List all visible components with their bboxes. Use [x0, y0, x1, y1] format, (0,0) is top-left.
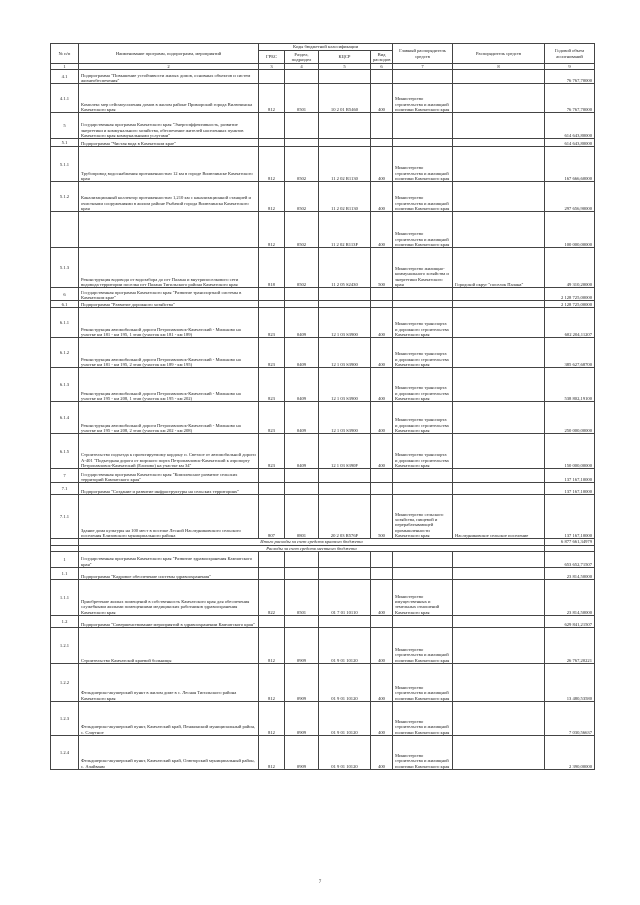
col-number: 5: [319, 64, 371, 70]
cell-kvr: 400: [371, 182, 393, 212]
cell-recipient: [453, 338, 545, 368]
cell-recipient: Городской округ "поселок Палана": [453, 248, 545, 288]
cell-amount: 629 841,21507: [545, 615, 595, 627]
cell-num: 1: [51, 551, 79, 567]
table-row: [51, 495, 595, 539]
cell-kcsr: [319, 288, 371, 301]
cell-grbs: 812: [259, 701, 285, 735]
cell-section: 0502: [285, 248, 319, 288]
cell-admin: Министерство строительства и жилищной политики Камчатского края: [393, 627, 453, 663]
cell-section: 0801: [285, 495, 319, 539]
cell-recipient: [453, 483, 545, 495]
cell-grbs: 812: [259, 84, 285, 113]
cell-recipient: [453, 368, 545, 402]
col-number: 1: [51, 64, 79, 70]
table-row: [51, 182, 595, 212]
cell-subheading: Итого расходы за счет средств краевого бюджета: [79, 539, 545, 545]
cell-kcsr: 01 9 01 10120: [319, 627, 371, 663]
cell-kcsr: 01 7 01 10110: [319, 579, 371, 615]
header-recipient: Распорядитель средств: [453, 44, 545, 64]
table-row: [51, 368, 595, 402]
cell-grbs: 812: [259, 663, 285, 701]
cell-num: 7.1: [51, 483, 79, 495]
cell-name: Государственная программа Камчатского края "Комплексное развитие сельских территорий Камчатского края": [79, 469, 259, 483]
cell-admin: Министерство строительства и жилищной политики Камчатского края: [393, 84, 453, 113]
cell-num: 1.1: [51, 567, 79, 579]
cell-grbs: 812: [259, 735, 285, 769]
cell-amount: 614 643,80000: [545, 139, 595, 147]
cell-amount: 76 767,70000: [545, 84, 595, 113]
col-number: 4: [285, 64, 319, 70]
cell-section: 0409: [285, 308, 319, 338]
cell-kvr: 400: [371, 308, 393, 338]
table-row: [51, 615, 595, 627]
cell-grbs: [259, 615, 285, 627]
cell-grbs: [259, 288, 285, 301]
cell-num: 5.1.2: [51, 182, 79, 212]
cell-amount: 614 643,80000: [545, 113, 595, 139]
cell-grbs: 812: [259, 627, 285, 663]
cell-amount: 13 480,53580: [545, 663, 595, 701]
cell-amount: 100 000,00000: [545, 212, 595, 248]
cell-name: Подпрограмма "Создание и развитие инфраструктуры на сельских территориях": [79, 483, 259, 495]
cell-name: Канализационный коллектор протяженностью 1,210 км с канализационной станцией и очистными сооружениями в жилом районе Рыбачий города Вилючинска Камчатского края: [79, 182, 259, 212]
cell-kcsr: 11 2 05 S2430: [319, 248, 371, 288]
cell-grbs: 823: [259, 338, 285, 368]
cell-num: 6: [51, 288, 79, 301]
cell-admin: Министерство строительства и жилищной политики Камчатского края: [393, 701, 453, 735]
cell-num: 7.1.1: [51, 495, 79, 539]
cell-num: 1.1.1: [51, 579, 79, 615]
cell-section: [285, 70, 319, 84]
cell-kvr: 400: [371, 402, 393, 434]
cell-recipient: [453, 469, 545, 483]
cell-admin: [393, 113, 453, 139]
cell-amount: 385 627,68700: [545, 338, 595, 368]
cell-admin: [393, 615, 453, 627]
cell-recipient: [453, 113, 545, 139]
cell-grbs: 823: [259, 402, 285, 434]
table-row: [51, 551, 595, 567]
cell-recipient: [453, 627, 545, 663]
cell-name: Подпрограмма "Совершенствование мероприятий в здравоохранении Камчатского края": [79, 615, 259, 627]
header-kvr: Вид расходов: [371, 51, 393, 64]
cell-recipient: [453, 84, 545, 113]
cell-kcsr: 12 1 03 S3900: [319, 368, 371, 402]
table-row: [51, 434, 595, 469]
cell-kcsr: 01 9 01 10120: [319, 735, 371, 769]
cell-kvr: [371, 567, 393, 579]
cell-num: 1.2.1: [51, 627, 79, 663]
table-row: [51, 288, 595, 301]
cell-name: Реконструкция водовода от водозабора до пгт Палана и внутрипоселкового сети водовода территории поселка пгт Палана Тигильского района Камчатского края: [79, 248, 259, 288]
cell-grbs: 812: [259, 212, 285, 248]
table-row: [51, 308, 595, 338]
cell-section: 0502: [285, 147, 319, 182]
cell-amount: 137 167,10000: [545, 469, 595, 483]
cell-section: 0409: [285, 402, 319, 434]
cell-amount: 2 390,00000: [545, 735, 595, 769]
cell-grbs: 823: [259, 308, 285, 338]
cell-section: [285, 288, 319, 301]
cell-admin: Министерство строительства и жилищной политики Камчатского края: [393, 182, 453, 212]
cell-admin: [393, 469, 453, 483]
cell-recipient: [453, 663, 545, 701]
cell-section: [285, 615, 319, 627]
page-number: 7: [318, 880, 322, 885]
cell-recipient: [453, 551, 545, 567]
cell-kcsr: [319, 567, 371, 579]
header-num: № п/п: [51, 44, 79, 64]
cell-section: 0909: [285, 701, 319, 735]
header-section: Раздел, подраздел: [285, 51, 319, 64]
cell-recipient: [453, 139, 545, 147]
table-row: [51, 301, 595, 308]
cell-amount: 137 167,10000: [545, 495, 595, 539]
cell-section: 0502: [285, 182, 319, 212]
cell-kcsr: [319, 615, 371, 627]
col-number: 6: [371, 64, 393, 70]
cell-name: Комплекс мер сейсмоусиления домов в жилом районе Приморский города Вилючинска Камчатского края: [79, 84, 259, 113]
cell-kvr: 400: [371, 735, 393, 769]
cell-grbs: [259, 70, 285, 84]
cell-name: Фельдшерско-акушерский пункт, Камчатский край, Пенжинский муниципальный район, с. Слаутное: [79, 701, 259, 735]
cell-section: 0502: [285, 212, 319, 248]
cell-amount: 538 802,19100: [545, 368, 595, 402]
cell-kvr: 500: [371, 248, 393, 288]
header-admin: Главный распорядитель средств: [393, 44, 453, 64]
cell-section: 0501: [285, 579, 319, 615]
col-number: 2: [79, 64, 259, 70]
col-number: 8: [453, 64, 545, 70]
cell-recipient: [453, 288, 545, 301]
table-row: [51, 579, 595, 615]
cell-num: 6.1.1: [51, 308, 79, 338]
cell-name: Подпрограмма "Кадровое обеспечение системы здравоохранения": [79, 567, 259, 579]
table-row: [51, 338, 595, 368]
cell-admin: [393, 551, 453, 567]
cell-admin: Министерство сельского хозяйства, пищевой и перерабатывающей промышленности Камчатского края: [393, 495, 453, 539]
cell-grbs: 823: [259, 434, 285, 469]
cell-num: 1.2.2: [51, 663, 79, 701]
cell-admin: Министерство строительства и жилищной политики Камчатского края: [393, 212, 453, 248]
cell-amount: 137 167,10000: [545, 483, 595, 495]
header-amount: Годовой объем ассигнований: [545, 44, 595, 64]
cell-section: 0501: [285, 84, 319, 113]
cell-section: [285, 113, 319, 139]
table-row: [51, 139, 595, 147]
cell-amount: 653 652,71507: [545, 551, 595, 567]
cell-kcsr: [319, 469, 371, 483]
cell-name: Подпрограмма "Развитие дорожного хозяйства": [79, 301, 259, 308]
cell-kcsr: [319, 113, 371, 139]
cell-num: 1.2: [51, 615, 79, 627]
table-row: [51, 70, 595, 84]
cell-num: 5.1.1: [51, 147, 79, 182]
cell-kvr: [371, 301, 393, 308]
table-row: [51, 84, 595, 113]
table-row: [51, 113, 595, 139]
cell-kvr: [371, 70, 393, 84]
cell-kcsr: [319, 139, 371, 147]
cell-admin: Министерство строительства и жилищной политики Камчатского края: [393, 735, 453, 769]
cell-admin: Министерство имущественных и земельных отношений Камчатского края: [393, 579, 453, 615]
cell-admin: Министерство строительства и жилищной политики Камчатского края: [393, 147, 453, 182]
cell-kcsr: 12 1 03 S3900: [319, 402, 371, 434]
cell-grbs: [259, 483, 285, 495]
cell-recipient: [453, 70, 545, 84]
cell-kvr: 400: [371, 368, 393, 402]
cell-subheading: Расходы за счет средств местного бюджета: [79, 545, 545, 551]
cell-kcsr: [319, 70, 371, 84]
cell-grbs: [259, 301, 285, 308]
cell-kvr: [371, 113, 393, 139]
cell-admin: [393, 567, 453, 579]
cell-section: [285, 551, 319, 567]
cell-kcsr: 10 2 01 R5460: [319, 84, 371, 113]
cell-recipient: [453, 182, 545, 212]
cell-recipient: [453, 735, 545, 769]
cell-grbs: 812: [259, 182, 285, 212]
cell-num: 1.2.3: [51, 701, 79, 735]
cell-kcsr: 12 1 03 S390F: [319, 434, 371, 469]
cell-kcsr: [319, 483, 371, 495]
cell-recipient: [453, 579, 545, 615]
cell-name: Государственная программа Камчатского края "Энергоэффективность, развитие энергетики и коммунального хозяйства, обеспечение жителей населенных пунктов Камчатского края коммунальными услугами": [79, 113, 259, 139]
cell-admin: [393, 70, 453, 84]
cell-num: 7: [51, 469, 79, 483]
cell-kcsr: 01 9 01 10120: [319, 663, 371, 701]
cell-kcsr: 11 2 02 R1130: [319, 147, 371, 182]
table-row: [51, 147, 595, 182]
table-row: [51, 469, 595, 483]
cell-kvr: 400: [371, 434, 393, 469]
table-row: [51, 402, 595, 434]
cell-kvr: 400: [371, 701, 393, 735]
header-kcsr: КЦСР: [319, 51, 371, 64]
cell-recipient: [453, 147, 545, 182]
cell-num: 5: [51, 113, 79, 139]
cell-recipient: [453, 615, 545, 627]
cell-num: 6.1.5: [51, 434, 79, 469]
cell-section: [285, 567, 319, 579]
cell-amount: 7 030,56637: [545, 701, 595, 735]
cell-amount: 2 128 725,00000: [545, 301, 595, 308]
cell-grbs: [259, 469, 285, 483]
header-grbs: ГРБС: [259, 51, 285, 64]
cell-admin: Министерство транспорта и дорожного строительства Камчатского края: [393, 402, 453, 434]
cell-name: Строительство Камчатской краевой больницы: [79, 627, 259, 663]
cell-admin: Министерство транспорта и дорожного строительства Камчатского края: [393, 368, 453, 402]
table-row: [51, 212, 595, 248]
cell-section: 0909: [285, 735, 319, 769]
cell-kvr: 500: [371, 495, 393, 539]
budget-table: [50, 43, 595, 770]
cell-kcsr: [319, 301, 371, 308]
cell-recipient: [453, 701, 545, 735]
cell-kvr: [371, 483, 393, 495]
cell-admin: Министерство транспорта и дорожного строительства Камчатского края: [393, 434, 453, 469]
cell-name: Реконструкция автомобильной дороги Петропавловск-Камчатский - Мильково на участке км 195 - км 208, 2 этап (участок км 202 - км 208): [79, 402, 259, 434]
cell-kcsr: 12 1 03 S3900: [319, 338, 371, 368]
table-body: [51, 70, 595, 770]
cell-kcsr: 12 1 03 S3900: [319, 308, 371, 338]
cell-admin: [393, 139, 453, 147]
cell-recipient: [453, 308, 545, 338]
cell-num: 6.1.2: [51, 338, 79, 368]
cell-num: 4.1: [51, 70, 79, 84]
cell-section: 0909: [285, 627, 319, 663]
cell-name: Подпрограмма "Чистая вода в Камчатском крае": [79, 139, 259, 147]
cell-name: Фельдшерско-акушерский пункт в жилом доме в с. Лесная Тигильского района Камчатского края: [79, 663, 259, 701]
cell-num: 6.1.3: [51, 368, 79, 402]
table-row: [51, 735, 595, 769]
cell-num: 4.1.1: [51, 84, 79, 113]
cell-admin: Министерство транспорта и дорожного строительства Камчатского края: [393, 308, 453, 338]
cell-section: [285, 483, 319, 495]
cell-amount: 150 000,00000: [545, 434, 595, 469]
header-name: Наименование программ, подпрограмм, мероприятий: [79, 44, 259, 64]
cell-kvr: [371, 288, 393, 301]
cell-grbs: 822: [259, 579, 285, 615]
cell-section: [285, 301, 319, 308]
cell-grbs: 807: [259, 495, 285, 539]
cell-grbs: [259, 567, 285, 579]
cell-admin: [393, 301, 453, 308]
cell-grbs: [259, 139, 285, 147]
cell-amount: 297 656,90000: [545, 182, 595, 212]
cell-name: Реконструкция автомобильной дороги Петропавловск-Камчатский - Мильково на участке км 195 - км 208, 1 этап (участок км 195 - км 202): [79, 368, 259, 402]
table-row: [51, 627, 595, 663]
cell-recipient: [453, 212, 545, 248]
cell-amount: 250 000,00000: [545, 402, 595, 434]
cell-admin: [393, 483, 453, 495]
cell-kcsr: [319, 551, 371, 567]
table-row: [51, 248, 595, 288]
cell-recipient: [453, 434, 545, 469]
cell-name: Государственная программа Камчатского края "Развитие транспортной системы в Камчатском крае": [79, 288, 259, 301]
cell-name: [79, 212, 259, 248]
cell-kcsr: 11 2 02 R113F: [319, 212, 371, 248]
cell-section: 0409: [285, 368, 319, 402]
cell-admin: [393, 288, 453, 301]
cell-section: [285, 469, 319, 483]
cell-section: [285, 139, 319, 147]
cell-amount: 49 310,20000: [545, 248, 595, 288]
cell-kvr: 400: [371, 338, 393, 368]
cell-kcsr: 01 9 01 10120: [319, 701, 371, 735]
cell-amount: 6 877 661,34979: [545, 539, 595, 545]
cell-admin: Министерство строительства и жилищной политики Камчатского края: [393, 663, 453, 701]
cell-recipient: [453, 567, 545, 579]
cell-name: Фельдшерско-акушерский пункт, Камчатский край, Олюторский муниципальный район, с. Ачайваям: [79, 735, 259, 769]
table-row: [51, 701, 595, 735]
cell-amount: 26 767,20221: [545, 627, 595, 663]
cell-name: Приобретение жилых помещений в собственность Камчатского края для обеспечения служебными жилыми помещениями медицинских работников здравоохранения Камчатского края: [79, 579, 259, 615]
cell-num: 6.1.4: [51, 402, 79, 434]
cell-kvr: [371, 551, 393, 567]
cell-kvr: 400: [371, 627, 393, 663]
cell-recipient: Наследниковское сельское поселение: [453, 495, 545, 539]
cell-kvr: 400: [371, 663, 393, 701]
cell-kcsr: 11 2 02 R1130: [319, 182, 371, 212]
cell-amount: 23 814,50000: [545, 567, 595, 579]
cell-name: Государственная программа Камчатского края "Развитие здравоохранения Камчатского края": [79, 551, 259, 567]
cell-section: 0409: [285, 434, 319, 469]
cell-grbs: [259, 551, 285, 567]
cell-grbs: 818: [259, 248, 285, 288]
cell-section: 0909: [285, 663, 319, 701]
cell-section: 0409: [285, 338, 319, 368]
cell-grbs: [259, 113, 285, 139]
table-row: [51, 567, 595, 579]
cell-amount: 76 767,70000: [545, 70, 595, 84]
col-number: 7: [393, 64, 453, 70]
col-number: 3: [259, 64, 285, 70]
cell-name: Реконструкция автомобильной дороги Петропавловск-Камчатский - Мильково на участке км 181 - км 195, 2 этап (участок км 189 - км 195): [79, 338, 259, 368]
cell-num: 5.1: [51, 139, 79, 147]
cell-num: 6.1: [51, 301, 79, 308]
cell-name: Строительство подъезда к проектируемому кордону п. Светлое от автомобильной дороги А-401 "Подъездная дорога от морского порта Петропавловск-Камчатский к аэропорту Петропавловск-Камчатский (Елизово) на участке км 34": [79, 434, 259, 469]
cell-amount: 602 204,11207: [545, 308, 595, 338]
header-budget-codes: Коды бюджетной классификации: [259, 44, 393, 51]
cell-kvr: 400: [371, 84, 393, 113]
cell-num: [51, 212, 79, 248]
cell-num: 5.1.3: [51, 248, 79, 288]
cell-kvr: 400: [371, 212, 393, 248]
cell-amount: 167 666,60000: [545, 147, 595, 182]
cell-kvr: 400: [371, 579, 393, 615]
cell-grbs: 823: [259, 368, 285, 402]
cell-amount: 2 128 725,00000: [545, 288, 595, 301]
cell-kcsr: 20 2 03 R576F: [319, 495, 371, 539]
cell-name: Трубопровод водоснабжения протяженностью 12 км в городе Вилючинске Камчатского края: [79, 147, 259, 182]
cell-kvr: [371, 139, 393, 147]
cell-admin: Министерство жилищно-коммунального хозяйства и энергетики Камчатского края: [393, 248, 453, 288]
cell-recipient: [453, 402, 545, 434]
cell-kvr: [371, 615, 393, 627]
table-row: [51, 663, 595, 701]
cell-grbs: 812: [259, 147, 285, 182]
cell-admin: Министерство транспорта и дорожного строительства Камчатского края: [393, 338, 453, 368]
cell-kvr: 400: [371, 147, 393, 182]
cell-name: Подпрограмма "Повышение устойчивости жилых домов, основных объектов и систем жизнеобеспечения": [79, 70, 259, 84]
cell-name: Реконструкция автомобильной дороги Петропавловск-Камчатский - Мильково на участке км 181 - км 195, 1 этап (участок км 181 - км 189): [79, 308, 259, 338]
cell-name: Здание дома культуры на 100 мест в поселке Лесной Наследниковского сельского поселения Елизовского муниципального района: [79, 495, 259, 539]
table-row: [51, 483, 595, 495]
cell-num: 1.2.4: [51, 735, 79, 769]
cell-kvr: [371, 469, 393, 483]
cell-amount: 23 814,50000: [545, 579, 595, 615]
cell-recipient: [453, 301, 545, 308]
col-number: 9: [545, 64, 595, 70]
